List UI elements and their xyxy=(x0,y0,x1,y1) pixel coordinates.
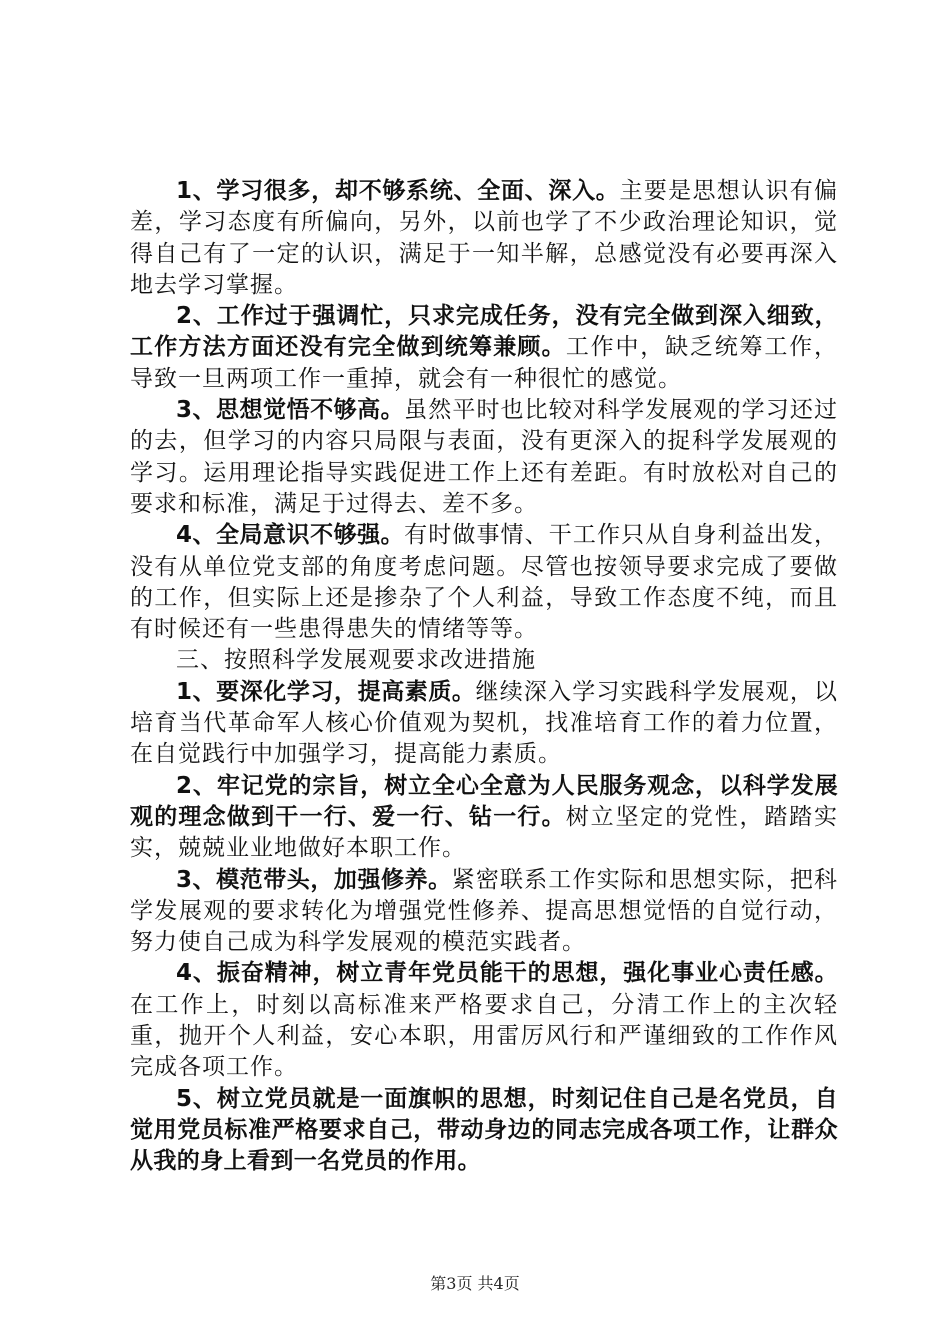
paragraph-text: 有时做事情、干工作只从自身利益出发，没有从单位党支部的角度考虑问题。尽管也按领导要求完成了要做的工作，但实际上还是掺杂了个人利益，导致工作态度不纯，而且有时候还有一些患得患失的情绪等等。 xyxy=(130,522,838,643)
paragraph-lead: 2、工作过于强调忙，只求完成任务，没有完全做到深入细致，工作方法方面还没有完全做到统筹兼顾。 xyxy=(130,303,838,361)
paragraph-text: 在工作上，时刻以高标准来严格要求自己，分清工作上的主次轻重，抛开个人利益，安心本职，用雷厉风行和严谨细致的工作作风完成各项工作。 xyxy=(130,991,838,1081)
problem-paragraph-4 xyxy=(130,520,838,645)
document-body xyxy=(130,176,838,1178)
measure-paragraph-2 xyxy=(130,771,838,865)
paragraph-lead: 3、模范带头，加强修养。 xyxy=(176,866,452,893)
paragraph-lead: 4、全局意识不够强。 xyxy=(176,522,405,549)
problem-paragraph-3 xyxy=(130,395,838,520)
paragraph-text: 主要是思想认识有偏差，学习态度有所偏向，另外，以前也学了不少政治理论知识，觉得自己有了一定的认识，满足于一知半解，总感觉没有必要再深入地去学习掌握。 xyxy=(130,178,839,298)
section-heading: 三、按照科学发展观要求改进措施 xyxy=(176,647,536,674)
paragraph-lead: 1、要深化学习，提高素质。 xyxy=(176,678,476,705)
paragraph-text: 工作中，缺乏统筹工作，导致一旦两项工作一重掉，就会有一种很忙的感觉。 xyxy=(130,334,839,392)
paragraph-text: 继续深入学习实践科学发展观，以培育当代革命军人核心价值观为契机，找准培育工作的着力位置，在自觉践行中加强学习，提高能力素质。 xyxy=(130,678,838,768)
paragraph-text: 树立坚定的党性，踏踏实实，兢兢业业地做好本职工作。 xyxy=(130,803,839,862)
problem-paragraph-1 xyxy=(130,176,838,301)
paragraph-lead: 2、牢记党的宗旨，树立全心全意为人民服务观念，以科学发展观的理念做到干一行、爱一行、钻一行。 xyxy=(130,772,838,830)
paragraph-lead: 1、学习很多，却不够系统、全面、深入。 xyxy=(176,178,620,204)
paragraph-lead: 3、思想觉悟不够高。 xyxy=(176,397,405,424)
measure-paragraph-4 xyxy=(130,958,838,1083)
paragraph-text: 虽然平时也比较对科学发展观的学习还过的去，但学习的内容只局限与表面，没有更深入的捉科学发展观的学习。运用理论指导实践促进工作上还有差距。有时放松对自己的要求和标准，满足于过得去、差不多。 xyxy=(130,397,838,517)
measure-paragraph-1 xyxy=(130,677,838,771)
measure-paragraph-5: 5、树立党员就是一面旗帜的思想，时刻记住自己是名党员，自觉用党员标准严格要求自己，带动身边的同志完成各项工作，让群众从我的身上看到一名党员的作用。 xyxy=(130,1085,838,1175)
paragraph-lead: 4、振奋精神，树立青年党员能干的思想，强化事业心责任感。 xyxy=(176,960,838,987)
paragraph-text: 紧密联系工作实际和思想实际，把科学发展观的要求转化为增强党性修养、提高思想觉悟的自觉行动，努力使自己成为科学发展观的模范实践者。 xyxy=(130,866,838,956)
measure-paragraph-3 xyxy=(130,865,838,959)
problem-paragraph-2 xyxy=(130,301,838,395)
page-number-footer: 第3页 共4页 xyxy=(430,1274,520,1293)
